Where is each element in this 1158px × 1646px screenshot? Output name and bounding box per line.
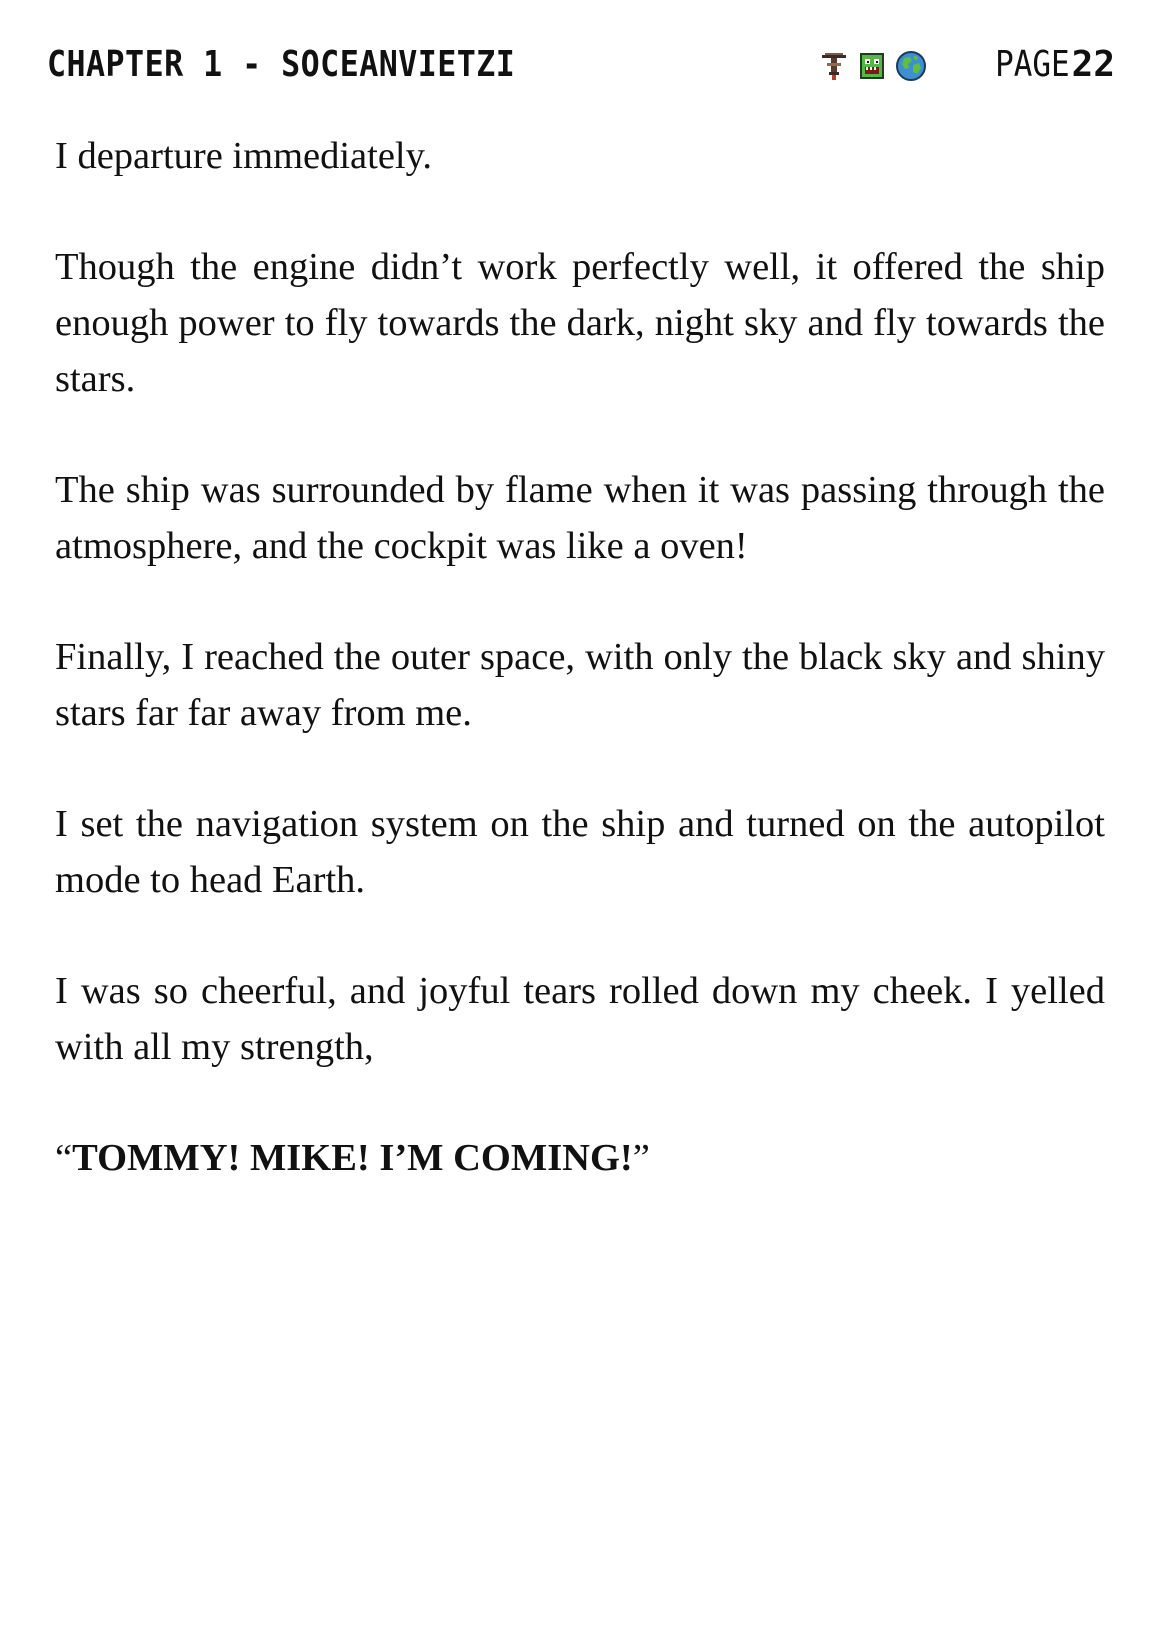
page-label: PAGE <box>995 44 1070 85</box>
quote-close: ” <box>632 1137 650 1179</box>
paragraph: I was so cheerful, and joyful tears rolled down my cheek. I yelled with all my strength, <box>55 970 1105 1068</box>
story-text <box>55 128 1105 1241</box>
paragraph: Though the engine didn’t work perfectly well, it offered the ship enough power to fly towards the dark, night sky and fly towards the stars. <box>55 246 1105 400</box>
paragraph: Finally, I reached the outer space, with only the black sky and shiny stars far far away from me. <box>55 636 1105 734</box>
paragraph: I departure immediately. <box>55 135 432 177</box>
robot-icon <box>857 51 887 81</box>
page-number-value: 22 <box>1071 44 1115 85</box>
page-number <box>983 40 1115 96</box>
globe-icon <box>895 50 927 82</box>
page-header <box>47 40 1115 90</box>
shout-quote <box>55 1130 1105 1186</box>
paragraph: I set the navigation system on the ship and turned on the autopilot mode to head Earth. <box>55 803 1105 901</box>
quote-open: “ <box>55 1137 73 1179</box>
chapter-title: CHAPTER 1 - SOCEANVIETZI <box>47 44 516 85</box>
quote-text: TOMMY! MIKE! I’M COMING! <box>72 1137 633 1179</box>
spaceship-icon <box>819 51 849 81</box>
paragraph: The ship was surrounded by flame when it was passing through the atmosphere, and the cockpit was like a oven! <box>55 469 1105 567</box>
header-icons <box>819 48 927 84</box>
